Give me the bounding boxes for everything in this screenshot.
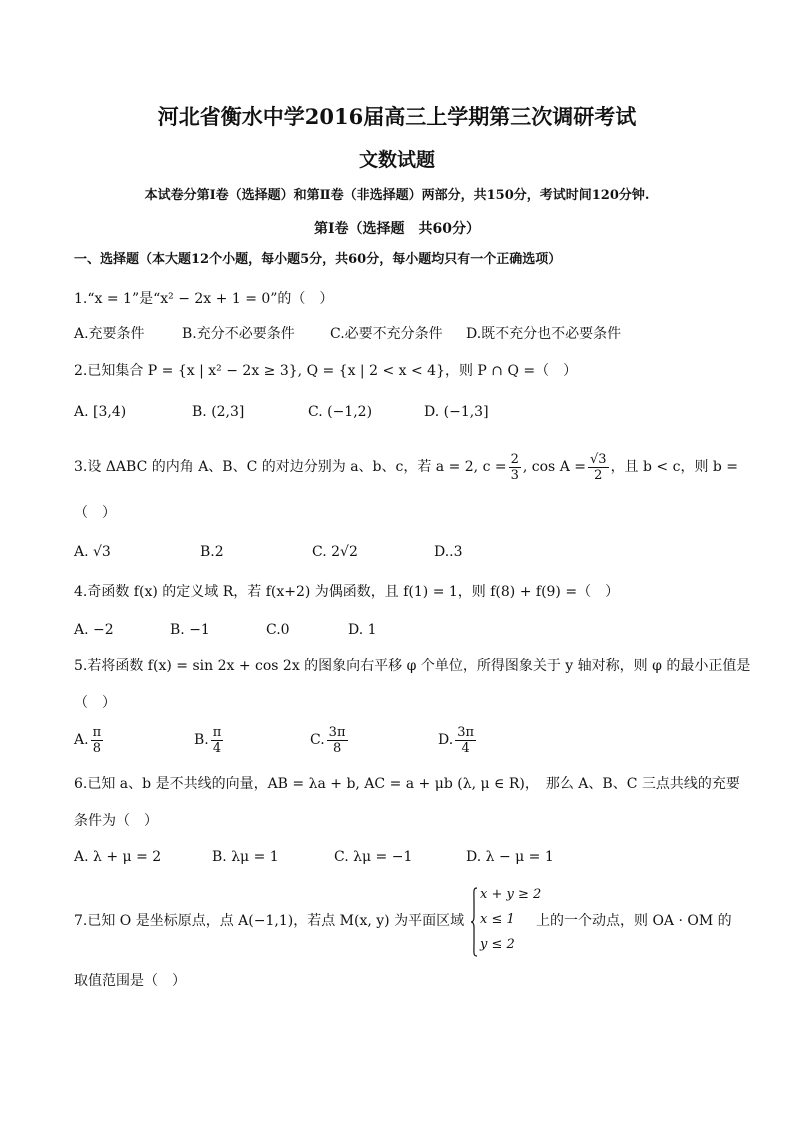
q5-option-b (194, 722, 225, 758)
q5-option-a-den: 8 (92, 740, 101, 756)
exam-subtitle: 文数试题 (358, 149, 435, 171)
q3-option-c: C. 2√2 (312, 544, 358, 560)
question-3-stem (74, 449, 738, 485)
q3-fraction-c (509, 452, 521, 483)
q1-option-a: A.充要条件 (74, 326, 145, 342)
q3-fraction-c-den: 3 (510, 467, 519, 483)
q3-fraction-cosa-den: 2 (594, 467, 603, 483)
q5-option-c-label: C. (310, 732, 325, 748)
question-5-stem: 5.若将函数 f(x) = sin 2x + cos 2x 的图象向右平移 φ 个单位，所得图象关于 y 轴对称，则 φ 的最小正值是 (74, 658, 751, 674)
question-5-stem-continued: （ ） (74, 695, 116, 711)
q5-option-a-label: A. (74, 732, 89, 748)
q5-option-c-fraction (327, 725, 348, 756)
q3-option-d: D..3 (434, 544, 463, 560)
q5-option-d-num: 3π (457, 724, 475, 740)
q5-option-a (74, 722, 105, 758)
q5-option-a-fraction (91, 725, 104, 756)
q3-fraction-c-num: 2 (510, 451, 519, 467)
q4-option-a: A. −2 (74, 622, 114, 638)
part-heading: 一、选择题（本大题12个小题，每小题5分，共60分，每小题均只有一个正确选项） (74, 252, 562, 267)
q6-option-c: C. λμ = −1 (334, 849, 413, 865)
q3-stem-mid: , cos A = (522, 459, 586, 475)
q4-option-d: D. 1 (348, 622, 377, 638)
q5-option-d-den: 4 (461, 740, 470, 756)
q3-stem-suffix: ，且 b < c，则 b = (610, 459, 739, 475)
question-7-stem-prefix: 7.已知 O 是坐标原点，点 A(−1,1)，若点 M(x, y) 为平面区域 (74, 913, 465, 929)
q5-option-c-num: 3π (328, 724, 346, 740)
question-7-stem-continued: 取值范围是（ ） (74, 973, 186, 989)
question-1-stem: 1.“x = 1”是“x² − 2x + 1 = 0”的（ ） (74, 291, 334, 307)
q2-option-b: B. (2,3] (192, 404, 245, 420)
q5-option-b-den: 4 (212, 740, 222, 756)
question-7-stem-suffix: 上的一个动点，则 OA · OM 的 (536, 913, 732, 929)
q3-stem-prefix: 3.设 ΔABC 的内角 A、B、C 的对边分别为 a、b、c，若 a = 2, c = (74, 459, 507, 475)
q5-option-d-label: D. (438, 732, 454, 748)
question-6-stem: 6.已知 a、b 是不共线的向量，AB = λa + b, AC = a + μb (λ, μ ∈ R)， 那么 A、B、C 三点共线的充要 (74, 776, 740, 792)
q5-option-c-den: 8 (332, 740, 342, 756)
constraint-1: x + y ≥ 2 (480, 887, 542, 902)
q6-option-a: A. λ + μ = 2 (74, 849, 162, 865)
q3-fraction-cosa (588, 452, 609, 483)
system-brace (470, 887, 478, 957)
q2-option-d: D. (−1,3] (424, 404, 489, 420)
constraint-3: y ≤ 2 (480, 937, 515, 952)
q2-option-a: A. [3,4) (74, 404, 127, 420)
q5-option-d (438, 722, 478, 758)
q5-option-c (310, 722, 350, 758)
q3-option-b: B.2 (200, 544, 224, 560)
q6-option-b: B. λμ = 1 (212, 849, 279, 865)
exam-note: 本试卷分第Ⅰ卷（选择题）和第Ⅱ卷（非选择题）两部分，共150分，考试时间120分钟. (144, 188, 650, 203)
q5-option-d-fraction (455, 725, 476, 756)
q5-option-b-fraction (211, 725, 224, 756)
q3-option-a: A. √3 (74, 544, 111, 560)
q4-option-b: B. −1 (170, 622, 210, 638)
q1-option-b: B.充分不必要条件 (182, 326, 295, 342)
q5-option-a-num: π (92, 724, 102, 740)
q1-option-c: C.必要不充分条件 (330, 326, 443, 342)
q5-option-b-label: B. (194, 732, 209, 748)
constraint-2: x ≤ 1 (480, 912, 515, 927)
q2-option-c: C. (−1,2) (308, 404, 373, 420)
section-heading: 第Ⅰ卷（选择题 共60分） (313, 221, 481, 237)
exam-title: 河北省衡水中学2016届高三上学期第三次调研考试 (157, 104, 637, 129)
q3-fraction-cosa-num: √3 (590, 451, 607, 467)
question-2-stem: 2.已知集合 P = {x | x² − 2x ≥ 3}, Q = {x | 2 < x < 4}，则 P ∩ Q =（ ） (74, 363, 578, 379)
question-6-stem-continued: 条件为（ ） (74, 813, 158, 829)
question-4-stem: 4.奇函数 f(x) 的定义域 R，若 f(x+2) 为偶函数，且 f(1) = 1，则 f(8) + f(9) =（ ） (74, 584, 620, 600)
q4-option-c: C.0 (266, 622, 290, 638)
q5-option-b-num: π (212, 724, 222, 740)
q1-option-d: D.既不充分也不必要条件 (466, 326, 622, 342)
question-3-stem-continued: （ ） (74, 505, 116, 521)
q6-option-d: D. λ − μ = 1 (466, 849, 554, 865)
